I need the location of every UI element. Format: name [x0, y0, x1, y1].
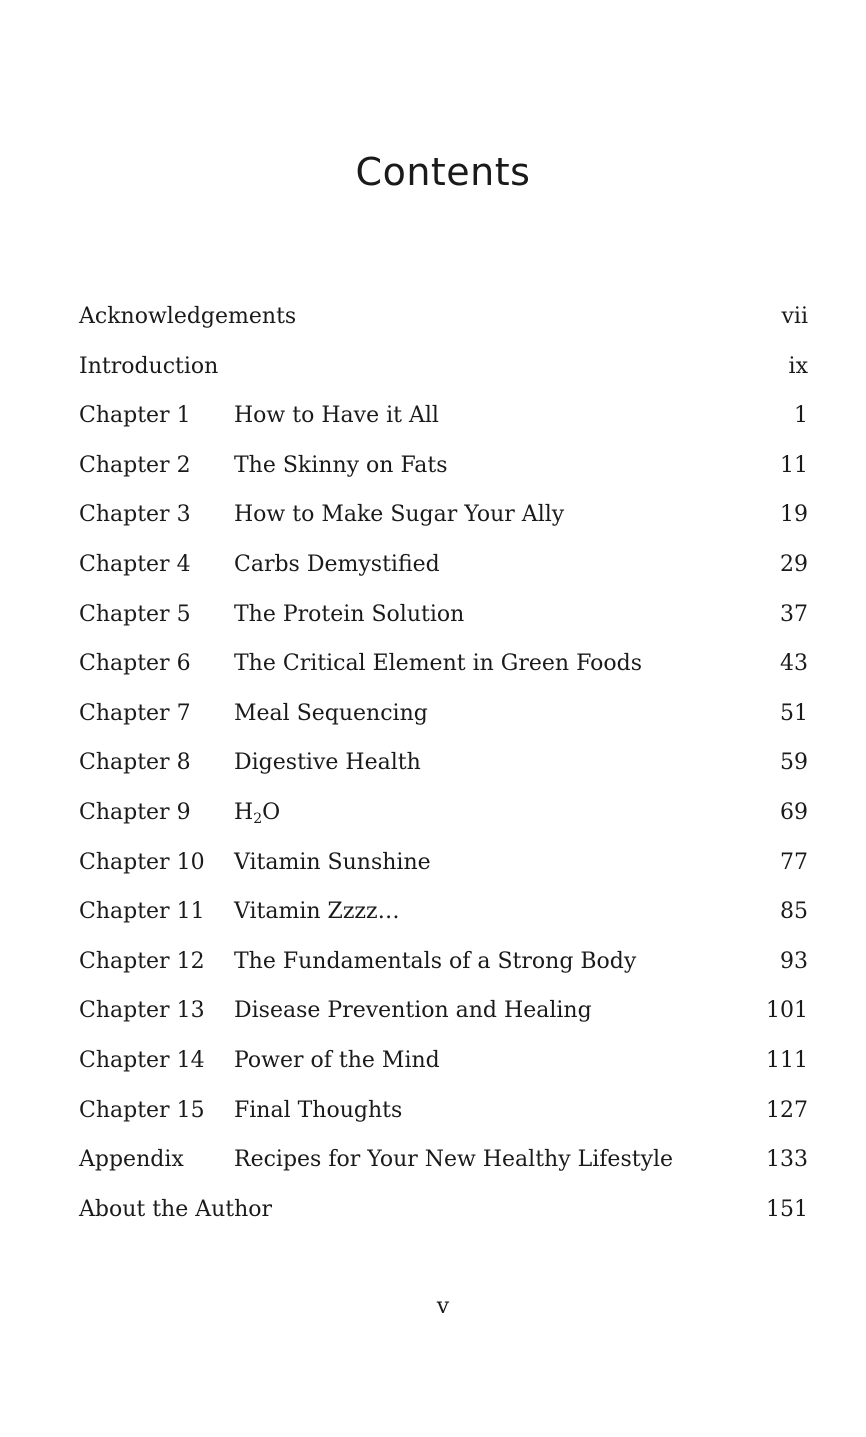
toc-entry-introduction — [79, 344, 808, 394]
toc-entry-title: The Protein Solution — [234, 601, 465, 627]
toc-entry-page: 69 — [780, 799, 808, 825]
page-title: Contents — [355, 150, 531, 194]
toc-entry-page: 93 — [780, 948, 808, 974]
toc-entry-page: 101 — [766, 998, 808, 1024]
page-number: v — [436, 1294, 450, 1319]
toc-entry-page: 19 — [780, 502, 808, 528]
toc-entry-page: ix — [788, 353, 808, 379]
toc-entry-label: Chapter 1 — [79, 403, 191, 429]
toc-entry-chapter-15 — [79, 1088, 808, 1138]
toc-entry-page: 29 — [780, 551, 808, 577]
toc-entry-title: The Critical Element in Green Foods — [234, 651, 642, 677]
formula-subscript: 2 — [253, 810, 263, 827]
toc-entry-title: The Fundamentals of a Strong Body — [234, 948, 637, 974]
toc-entry-label: Chapter 10 — [79, 849, 205, 875]
toc-entry-page: 151 — [766, 1196, 808, 1222]
toc-entry-title: Power of the Mind — [234, 1047, 440, 1073]
toc-entry-page: 127 — [766, 1097, 808, 1123]
toc-entry-about-the-author — [79, 1187, 808, 1237]
toc-entry-acknowledgements — [79, 294, 808, 344]
toc-entry-label: Chapter 14 — [79, 1047, 205, 1073]
toc-entry-label: Chapter 3 — [79, 502, 191, 528]
toc-entry-page: 11 — [780, 452, 808, 478]
toc-entry-page: 85 — [780, 899, 808, 925]
toc-entry-page: vii — [781, 304, 808, 329]
toc-entry-title: How to Make Sugar Your Ally — [234, 502, 565, 528]
toc-entry-page: 43 — [780, 651, 808, 677]
toc-entry-label: Chapter 5 — [79, 601, 191, 627]
toc-entry-chapter-9 — [79, 790, 808, 840]
toc-entry-chapter-7 — [79, 691, 808, 741]
toc-entry-chapter-11 — [79, 889, 808, 939]
toc-entry-title: Meal Sequencing — [234, 700, 428, 726]
toc-entry-label: About the Author — [79, 1196, 273, 1222]
toc-entry-title: Vitamin Zzzz… — [234, 899, 400, 925]
toc-entry-title: Vitamin Sunshine — [234, 849, 431, 875]
toc-entry-label: Chapter 2 — [79, 452, 191, 478]
toc-entry-label: Chapter 4 — [79, 551, 191, 577]
toc-entry-chapter-8 — [79, 740, 808, 790]
toc-entry-label: Chapter 12 — [79, 948, 205, 974]
toc-entry-label: Appendix — [79, 1147, 184, 1173]
toc-entry-chapter-2 — [79, 443, 808, 493]
toc-entry-page: 133 — [766, 1147, 808, 1173]
toc-entry-page: 37 — [780, 601, 808, 627]
toc-entry-title: How to Have it All — [234, 403, 439, 429]
toc-entry-page: 51 — [780, 700, 808, 726]
toc-entry-title: Carbs Demystified — [234, 551, 440, 577]
toc-entry-chapter-6 — [79, 641, 808, 691]
toc-entry-title: Recipes for Your New Healthy Lifestyle — [234, 1147, 674, 1173]
toc-entry-chapter-14 — [79, 1038, 808, 1088]
toc-entry-page: 59 — [780, 750, 808, 776]
toc-entry-page: 1 — [794, 403, 808, 429]
toc-entry-chapter-1 — [79, 393, 808, 443]
toc-entry-title: The Skinny on Fats — [234, 452, 448, 478]
toc-entry-label: Chapter 15 — [79, 1097, 205, 1123]
toc-entry-label: Acknowledgements — [79, 304, 297, 329]
toc-entry-label: Chapter 6 — [79, 651, 191, 677]
toc-entry-chapter-3 — [79, 492, 808, 542]
toc-entry-label: Introduction — [79, 353, 219, 379]
toc-entry-title: Disease Prevention and Healing — [234, 998, 592, 1024]
toc-entry-label: Chapter 9 — [79, 799, 191, 825]
toc-entry-chapter-5 — [79, 592, 808, 642]
toc-entry-chapter-4 — [79, 542, 808, 592]
toc-entry-label: Chapter 7 — [79, 700, 191, 726]
formula-element-h: H — [234, 799, 254, 825]
toc-entry-label: Chapter 13 — [79, 998, 205, 1024]
toc-entry-page: 111 — [766, 1047, 808, 1073]
toc-entry-chapter-10 — [79, 840, 808, 890]
toc-entry-label: Chapter 11 — [79, 899, 205, 925]
toc-entry-title: Digestive Health — [234, 750, 421, 776]
formula-element-o: O — [262, 799, 281, 825]
toc-entry-page: 77 — [780, 849, 808, 875]
table-of-contents — [79, 294, 808, 1236]
toc-entry-label: Chapter 8 — [79, 750, 191, 776]
toc-entry-chapter-13 — [79, 988, 808, 1038]
toc-entry-appendix — [79, 1137, 808, 1187]
toc-entry-title: Final Thoughts — [234, 1097, 403, 1123]
toc-entry-chapter-12 — [79, 939, 808, 989]
toc-entry-title — [234, 790, 280, 836]
